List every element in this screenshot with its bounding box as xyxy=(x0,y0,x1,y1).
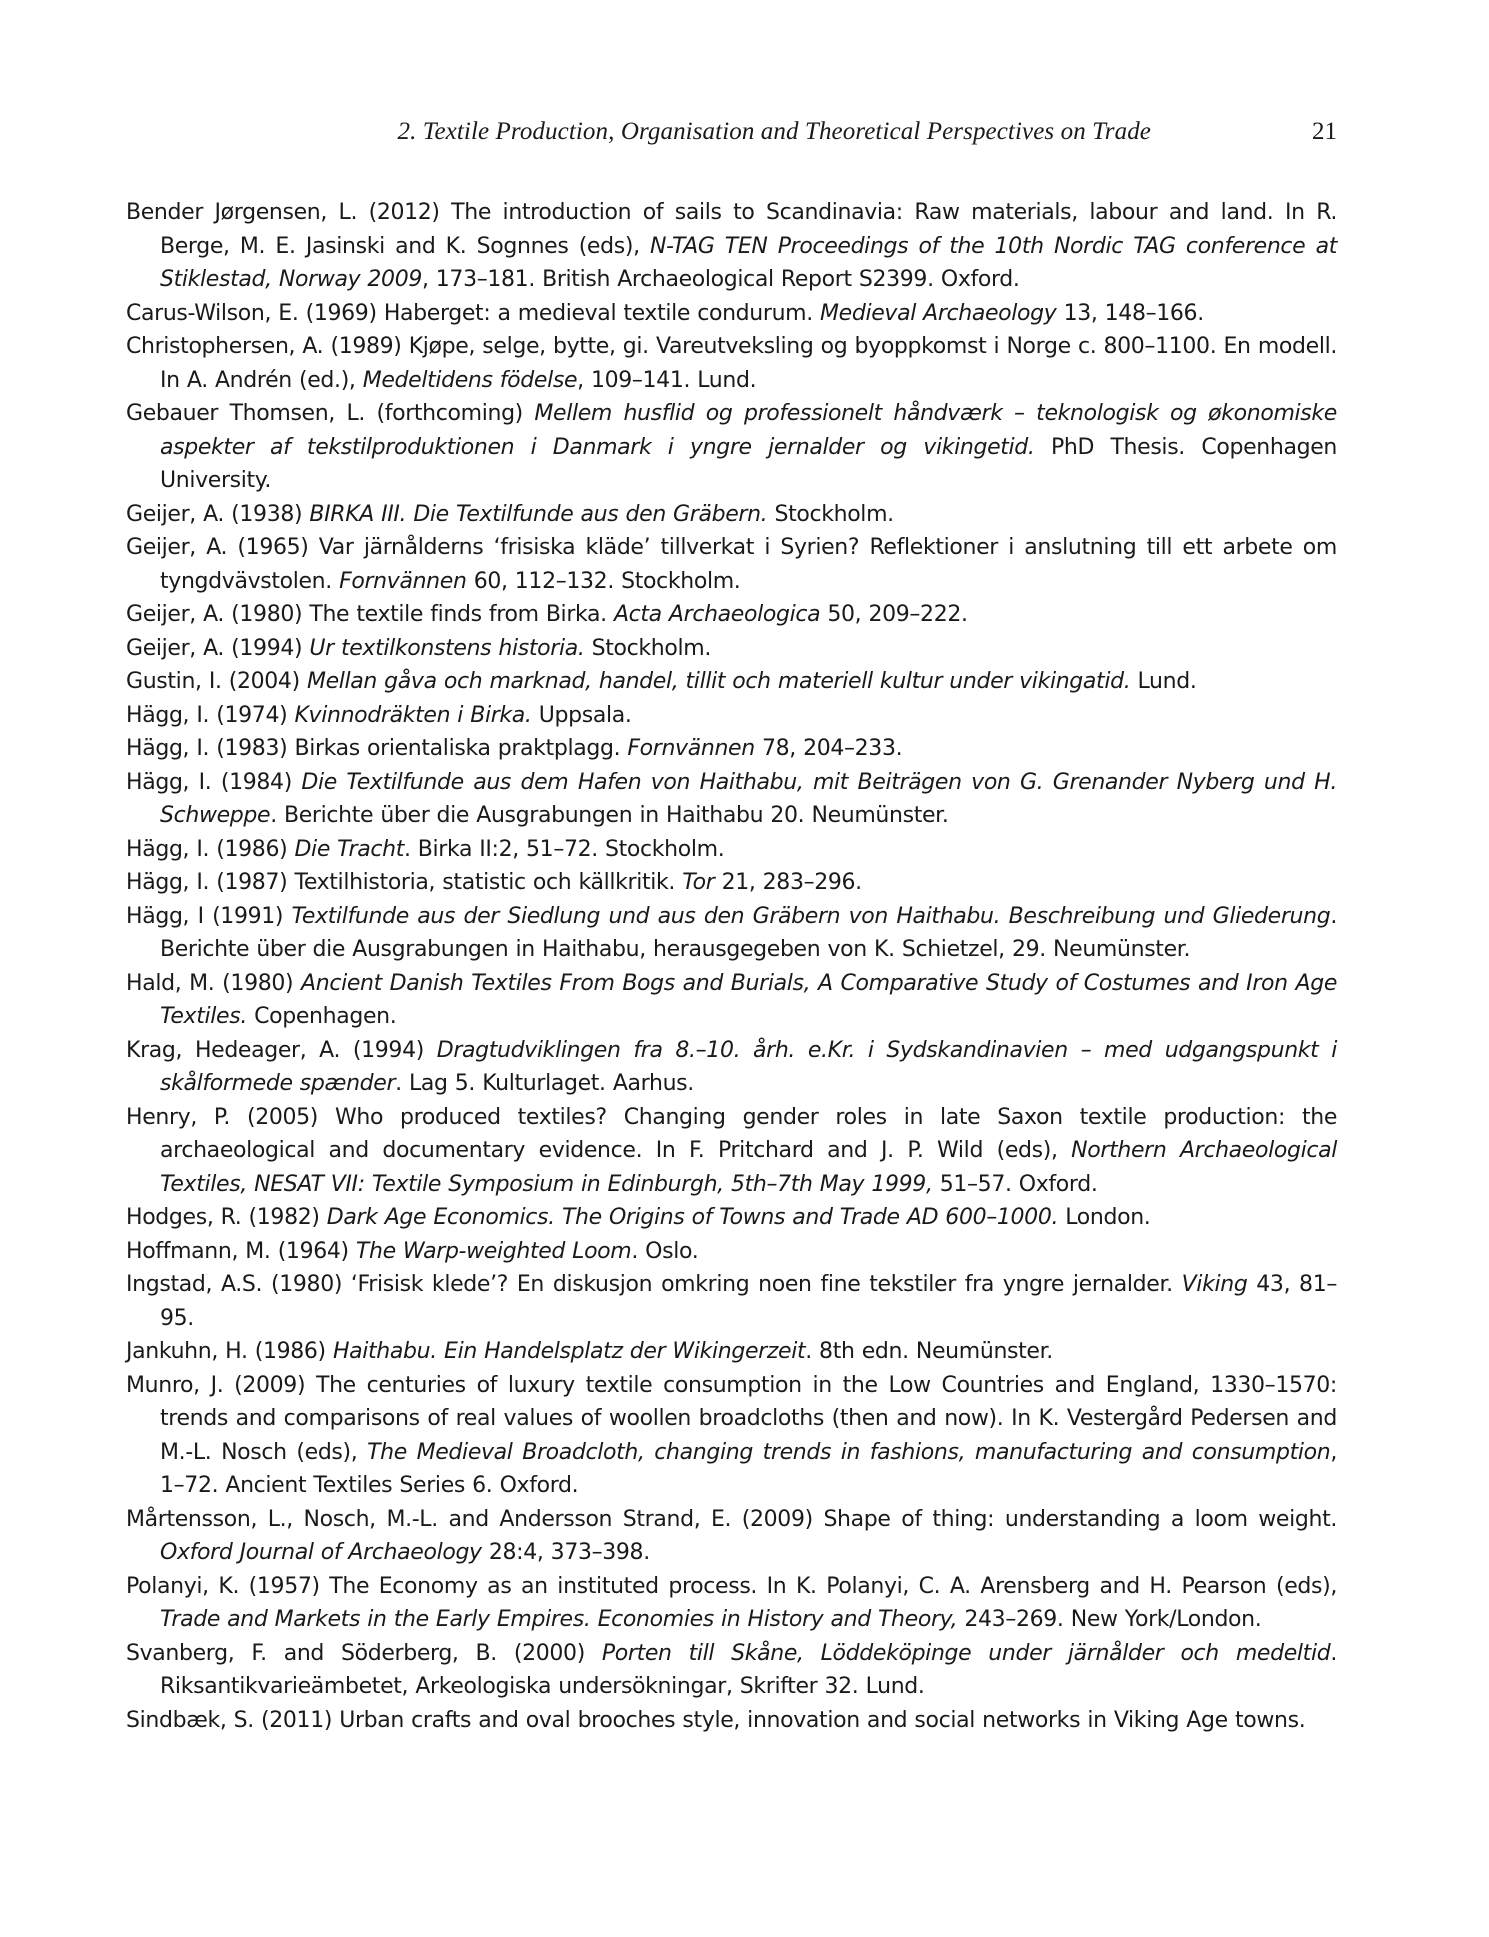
reference-title: Die Textilfunde aus dem Hafen von Haithabu, mit Beiträgen von G. Grenander Nyberg und H. Schweppe xyxy=(160,769,1337,828)
reference-text: Carus-Wilson, E. (1969) Haberget: a medieval textile condurum. xyxy=(126,300,821,326)
reference-text: Geijer, A. (1980) The textile finds from Birka. xyxy=(126,602,614,627)
reference-entry xyxy=(126,1369,1337,1503)
reference-title: Haithabu. Ein Handelsplatz der Wikingerzeit xyxy=(332,1339,806,1364)
reference-text: Stockholm. xyxy=(584,635,711,661)
reference-entry xyxy=(126,531,1337,598)
reference-text: 78, 204–233. xyxy=(754,736,903,761)
reference-title: Fornvännen xyxy=(627,736,755,761)
reference-text: Hägg, I. (1986) xyxy=(126,836,295,862)
reference-text: 50, 209–222. xyxy=(820,602,968,627)
reference-entry xyxy=(126,598,1337,632)
reference-entry xyxy=(126,1503,1337,1570)
reference-text: 43, 81–95. xyxy=(160,1272,1337,1331)
reference-title: Northern Archaeological Textiles, NESAT VII: Textile Symposium in Edinburgh, 5th–7th May 1999, xyxy=(160,1138,1337,1197)
reference-title: Trade and Markets in the Early Empires. Economies in History and Theory, xyxy=(160,1607,958,1632)
reference-title: Tor xyxy=(682,870,715,895)
reference-entry xyxy=(126,1335,1337,1369)
reference-entry xyxy=(126,732,1337,766)
reference-title: Porten till Skåne, Löddeköpinge under järnålder och medeltid xyxy=(601,1640,1331,1666)
reference-title: Medieval Archaeology xyxy=(820,300,1057,326)
reference-entry xyxy=(126,900,1337,967)
reference-text: . 8th edn. Neumünster. xyxy=(805,1339,1053,1364)
reference-text: Hägg, I. (1987) Textilhistoria, statistic och källkritik. xyxy=(126,870,683,895)
reference-text: Gebauer Thomsen, L. (forthcoming) xyxy=(126,401,535,426)
reference-entry xyxy=(126,1268,1337,1335)
reference-entry xyxy=(126,632,1337,666)
reference-text: . Berichte über die Ausgrabungen in Haithabu 20. Neumünster. xyxy=(270,803,949,828)
reference-text: Hägg, I (1991) xyxy=(126,903,292,929)
reference-text: Mårtensson, L., Nosch, M.-L. and Andersson Strand, E. (2009) Shape of thing: understanding a loom weight. xyxy=(126,1506,1337,1532)
reference-text: . Riksantikvarieämbetet, Arkeologiska undersökningar, Skrifter 32. Lund. xyxy=(160,1640,1337,1699)
reference-entry xyxy=(126,297,1337,331)
reference-title: Ur textilkonstens historia. xyxy=(309,635,585,661)
reference-text: 243–269. New York/London. xyxy=(957,1607,1262,1632)
reference-title: Mellem husflid og professionelt håndværk – teknologisk og økonomiske aspekter af tekstilproduktionen i Danmark i yngre jernalder og vikingetid. xyxy=(160,401,1337,460)
reference-text: PhD Thesis. Copenhagen University. xyxy=(160,434,1337,493)
reference-text: Hägg, I. (1983) Birkas orientaliska praktplagg. xyxy=(126,736,628,761)
reference-entry xyxy=(126,1201,1337,1235)
reference-title: Ancient Danish Textiles From Bogs and Burials, A Comparative Study of Costumes and Iron Age Textiles. xyxy=(160,970,1338,1029)
reference-text: 28:4, 373–398. xyxy=(481,1540,650,1565)
reference-text: , 173–181. British Archaeological Report S2399. Oxford. xyxy=(422,267,1020,292)
reference-text: , 1–72. Ancient Textiles Series 6. Oxford. xyxy=(160,1439,1337,1498)
reference-entry xyxy=(126,1570,1337,1637)
reference-title: Mellan gåva och marknad, handel, tillit och materiell kultur under vikingatid. xyxy=(306,669,1131,694)
reference-title: Medeltidens födelse xyxy=(362,367,578,393)
reference-text: 60, 112–132. Stockholm. xyxy=(466,568,741,594)
reference-text: , 109–141. Lund. xyxy=(577,367,757,393)
reference-text: Bender Jørgensen, L. (2012) The introduction of sails to Scandinavia: Raw materials, labour and land. In R. Berge, M. E. Jasinski and K. Sognnes (eds), xyxy=(126,200,1337,259)
reference-text: Henry, P. (2005) Who produced textiles? Changing gender roles in late Saxon textile production: the archaeological and documentary evidence. In F. Pritchard and J. P. Wild (eds), xyxy=(126,1104,1337,1163)
reference-text: Munro, J. (2009) The centuries of luxury textile consumption in the Low Countries and England, 1330–1570: trends and comparisons of real values of woollen broadcloths (then and now). In K. Vestergård Pedersen and M.-L. Nosch (eds), xyxy=(126,1372,1337,1465)
reference-entry xyxy=(126,1704,1337,1738)
reference-text: Stockholm. xyxy=(767,501,894,527)
reference-entry xyxy=(126,330,1337,397)
reference-title: Viking xyxy=(1181,1272,1248,1297)
reference-text: Christophersen, A. (1989) Kjøpe, selge, bytte, gi. Vareutveksling og byoppkomst i Norge c. 800–1100. En modell. In A. Andrén (ed.), xyxy=(126,334,1337,393)
reference-entry xyxy=(126,498,1337,532)
page-header xyxy=(0,118,1489,158)
reference-entry xyxy=(126,397,1337,498)
reference-text: Svanberg, F. and Söderberg, B. (2000) xyxy=(126,1640,602,1666)
reference-text: Hägg, I. (1984) xyxy=(126,769,302,795)
reference-title: Die Tracht xyxy=(294,836,404,862)
reference-text: Gustin, I. (2004) xyxy=(126,669,307,694)
reference-text: Ingstad, A.S. (1980) ‘Frisisk klede’? En diskusjon omkring noen fine tekstiler fra yngre jernalder. xyxy=(126,1272,1182,1297)
reference-entry xyxy=(126,699,1337,733)
reference-title: Acta Archaeologica xyxy=(613,602,821,627)
reference-text: 13, 148–166. xyxy=(1056,300,1204,326)
reference-entry xyxy=(126,1101,1337,1202)
reference-title: Textilfunde aus der Siedlung und aus den Gräbern von Haithabu. Beschreibung und Gliederung xyxy=(291,903,1331,929)
reference-text: . Birka II:2, 51–72. Stockholm. xyxy=(403,836,725,862)
reference-list xyxy=(126,196,1337,1737)
reference-entry xyxy=(126,833,1337,867)
reference-title: Dark Age Economics. The Origins of Towns and Trade AD 600–1000. xyxy=(326,1205,1059,1230)
reference-text: . Lag 5. Kulturlaget. Aarhus. xyxy=(395,1071,694,1096)
reference-text: Polanyi, K. (1957) The Economy as an instituted process. In K. Polanyi, C. A. Arensberg and H. Pearson (eds), xyxy=(126,1573,1337,1599)
reference-entry xyxy=(126,866,1337,900)
reference-title: BIRKA III. Die Textilfunde aus den Gräbern. xyxy=(309,501,768,527)
reference-text: Hodges, R. (1982) xyxy=(126,1205,327,1230)
reference-text: Geijer, A. (1994) xyxy=(126,635,310,661)
reference-text: Hägg, I. (1974) xyxy=(126,702,295,728)
reference-text: 51–57. Oxford. xyxy=(932,1171,1098,1197)
reference-title: Fornvännen xyxy=(339,568,467,594)
reference-text: Krag, Hedeager, A. (1994) xyxy=(126,1037,437,1063)
reference-text: Hald, M. (1980) xyxy=(126,970,302,996)
reference-text: 21, 283–296. xyxy=(714,870,862,895)
reference-entry xyxy=(126,1637,1337,1704)
reference-text: Sindbæk, S. (2011) Urban crafts and oval brooches style, innovation and social networks in Viking Age towns. xyxy=(126,1707,1306,1733)
reference-entry xyxy=(126,1034,1337,1101)
reference-text: Copenhagen. xyxy=(246,1004,397,1029)
reference-title: The Medieval Broadcloth, changing trends in fashions, manufacturing and consumption xyxy=(367,1439,1331,1465)
reference-entry xyxy=(126,1235,1337,1269)
reference-entry xyxy=(126,766,1337,833)
reference-title: Dragtudviklingen fra 8.–10. årh. e.Kr. i Sydskandinavien – med udgangspunkt i skålformede spænder xyxy=(160,1037,1337,1096)
reference-text: . Berichte über die Ausgrabungen in Haithabu, herausgegeben von K. Schietzel, 29. Neumünster. xyxy=(160,903,1337,962)
reference-title: Kvinnodräkten i Birka. xyxy=(294,702,532,728)
reference-text: Geijer, A. (1938) xyxy=(126,501,310,527)
reference-text: Uppsala. xyxy=(531,702,632,728)
reference-entry xyxy=(126,967,1337,1034)
reference-title: N-TAG TEN Proceedings of the 10th Nordic TAG conference at Stiklestad, Norway 2009 xyxy=(160,233,1337,292)
reference-text: London. xyxy=(1058,1205,1151,1230)
running-title: 2. Textile Production, Organisation and Theoretical Perspectives on Trade xyxy=(397,118,1151,145)
page-number: 21 xyxy=(1312,118,1337,145)
reference-text: Lund. xyxy=(1130,669,1197,694)
reference-text: Jankuhn, H. (1986) xyxy=(126,1339,333,1364)
reference-entry xyxy=(126,665,1337,699)
reference-entry xyxy=(126,196,1337,297)
reference-title: The Warp-weighted Loom xyxy=(355,1238,632,1264)
reference-text: . Oslo. xyxy=(631,1238,699,1264)
reference-text: Hoffmann, M. (1964) xyxy=(126,1238,356,1264)
reference-text: Geijer, A. (1965) Var järnålderns ‘frisiska kläde’ tillverkat i Syrien? Reflektioner i anslutning till ett arbete om tyngdvävstolen. xyxy=(126,535,1337,594)
reference-title: Oxford Journal of Archaeology xyxy=(160,1540,482,1565)
